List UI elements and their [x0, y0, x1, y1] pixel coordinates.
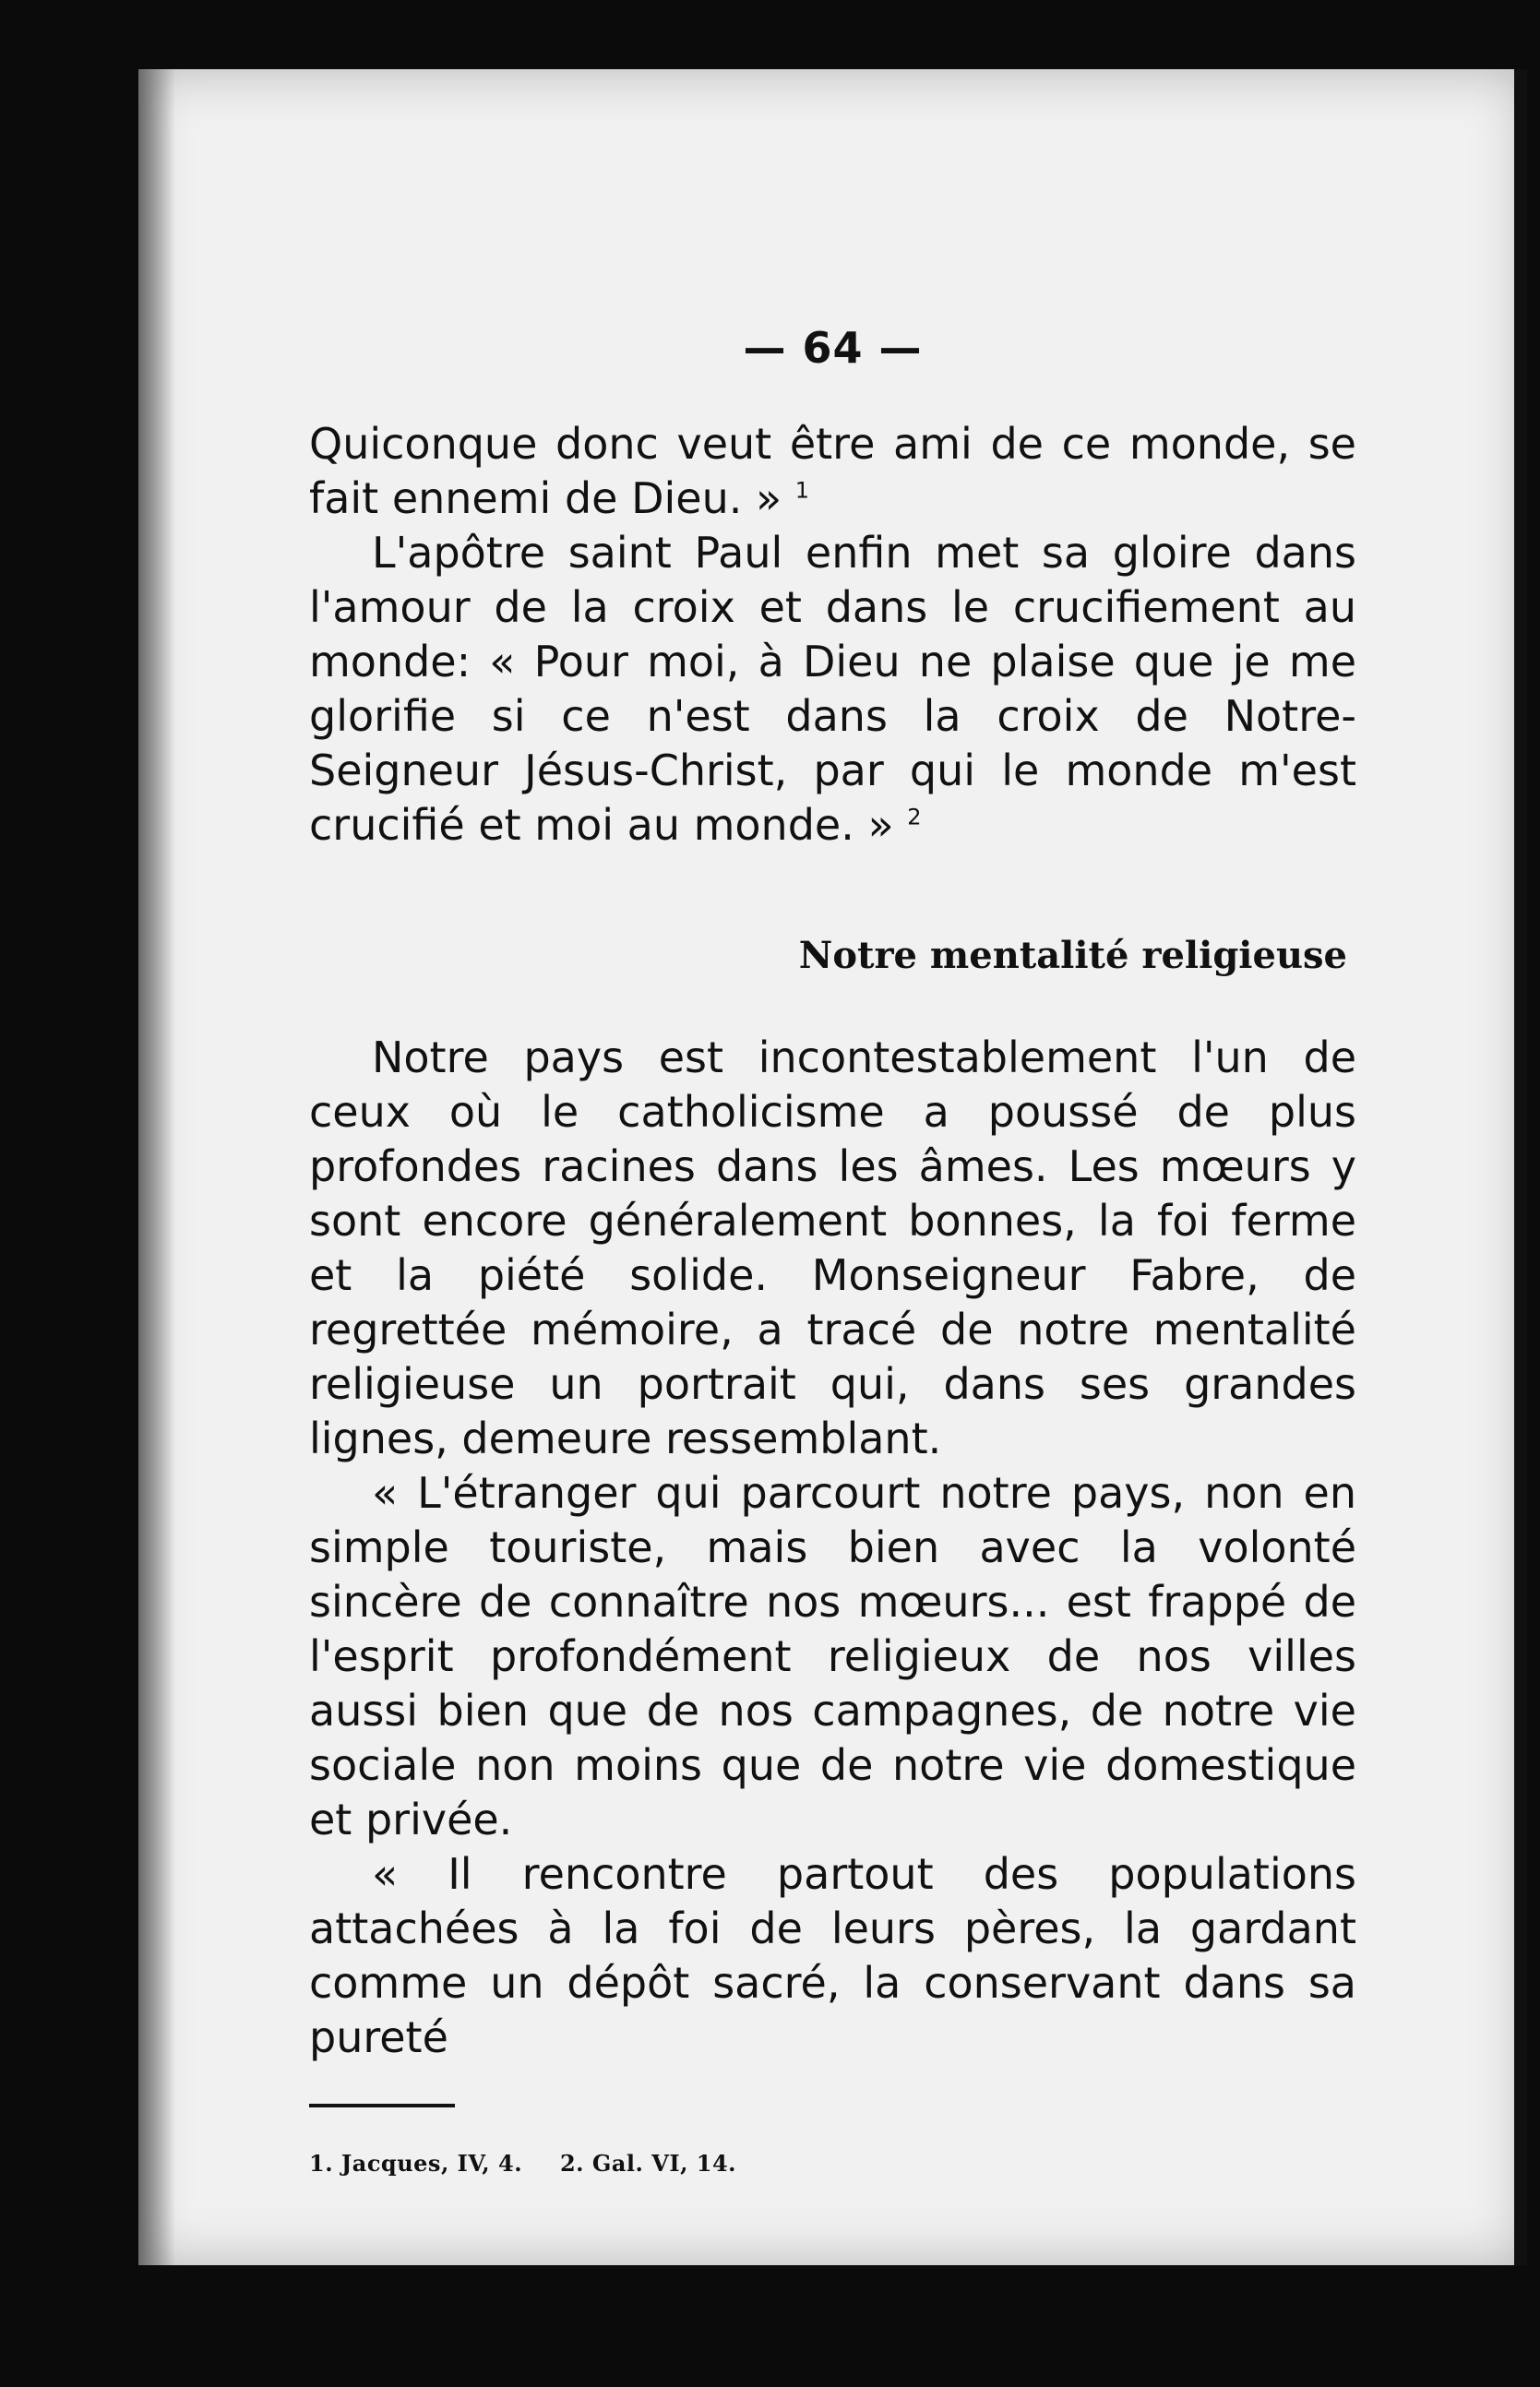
- paragraph-4: « L'étranger qui parcourt notre pays, non en simple touriste, mais bien avec la volonté sincère de connaître nos mœurs... est frappé de l'esprit profondément religieux de nos villes aussi bien que de nos campagnes, de notre vie sociale non moins que de notre vie domestique et privée.: [309, 1468, 1356, 1844]
- footnote-1: 1. Jacques, IV, 4.: [309, 2150, 523, 2177]
- footnote-ref-2: 2: [907, 804, 922, 830]
- page-gutter-shadow: [138, 69, 175, 2265]
- page-number: — 64 —: [743, 323, 923, 373]
- paragraph-5: « Il rencontre partout des populations attachées à la foi de leurs pères, la gardant comme un dépôt sacré, la conservant dans sa pureté: [309, 1849, 1356, 2062]
- section-title: Notre mentalité religieuse: [798, 934, 1347, 977]
- paragraph-3: Notre pays est incontestablement l'un de ceux où le catholicisme a poussé de plus profondes racines dans les âmes. Les mœurs y sont encore généralement bonnes, la foi ferme et la piété solide. Monseigneur Fabre, de regrettée mémoire, a tracé de notre mentalité religieuse un portrait qui, dans ses grandes lignes, demeure ressemblant.: [309, 1032, 1356, 1463]
- footnote-separator: [309, 2104, 455, 2107]
- book-page: [138, 69, 1527, 2265]
- page-right-edge: [1514, 69, 1527, 2265]
- paragraph-2-text: L'apôtre saint Paul enfin met sa gloire dans l'amour de la croix et dans le crucifiement au monde: « Pour moi, à Dieu ne plaise que je me glorifie si ce n'est dans la croix de Notre-Seigneur Jésus-Christ, par qui le monde m'est crucifié et moi au monde. »: [309, 528, 1356, 850]
- footnote-2: 2. Gal. VI, 14.: [559, 2150, 737, 2177]
- footnotes: [309, 2150, 1356, 2177]
- page-text: [309, 249, 1356, 2177]
- footnote-ref-1: 1: [794, 477, 810, 504]
- paragraph-1: [309, 417, 1356, 526]
- paragraph-2: [309, 526, 1356, 853]
- paragraph-1-text: Quiconque donc veut être ami de ce monde, se fait ennemi de Dieu. »: [309, 419, 1356, 523]
